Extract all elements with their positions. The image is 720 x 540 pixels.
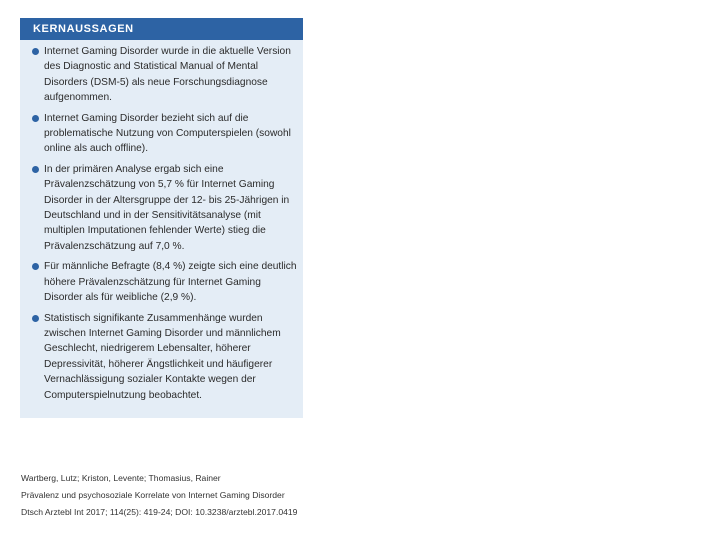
key-points-list	[20, 40, 303, 403]
citation-reference: Dtsch Arztebl Int 2017; 114(25): 419-24; DOI: 10.3238/arztebl.2017.0419	[21, 507, 298, 517]
key-point-5	[20, 311, 303, 403]
key-point-1	[20, 44, 303, 106]
key-point-2	[20, 111, 303, 157]
box-title: KERNAUSSAGEN	[20, 18, 303, 40]
bullet-dot-icon	[32, 115, 39, 122]
key-point-text: In der primären Analyse ergab sich eine Prävalenzschätzung von 5,7 % für Internet Gaming Disorder in der Altersgruppe der 12- bis 25-Jährigen in Deutschland und in der Sensitivitätsanalyse (mit multiplen Imputationen fehlender Werte) stieg die Prävalenzschätzung auf 7,0 %.	[44, 163, 290, 252]
key-point-text: Internet Gaming Disorder bezieht sich auf die problematische Nutzung von Computerspielen (sowohl online als auch offline).	[44, 112, 291, 155]
bullet-dot-icon	[32, 48, 39, 55]
key-point-3	[20, 162, 303, 254]
citation	[21, 470, 297, 521]
key-point-text: Statistisch signifikante Zusammenhänge wurden zwischen Internet Gaming Disorder und männlichem Geschlecht, niedrigerem Lebensalter, höherer Depressivität, höherer Ängstlichkeit und häufigerer Vernachlässigung sozialer Kontakte wegen der Computerspielnutzung beobachtet.	[44, 312, 281, 401]
key-statements-box	[20, 18, 303, 418]
key-point-text: Für männliche Befragte (8,4 %) zeigte sich eine deutlich höhere Prävalenzschätzung für Internet Gaming Disorder als für weibliche (2,9 %).	[44, 261, 297, 304]
key-point-4	[20, 259, 303, 305]
citation-authors: Wartberg, Lutz; Kriston, Levente; Thomasius, Rainer	[21, 473, 221, 483]
bullet-dot-icon	[32, 263, 39, 270]
key-point-text: Internet Gaming Disorder wurde in die aktuelle Version des Diagnostic and Statistical Manual of Mental Disorders (DSM-5) als neue Forschungsdiagnose aufgenommen.	[44, 46, 291, 104]
bullet-dot-icon	[32, 166, 39, 173]
citation-title: Prävalenz und psychosoziale Korrelate von Internet Gaming Disorder	[21, 490, 285, 500]
bullet-dot-icon	[32, 315, 39, 322]
